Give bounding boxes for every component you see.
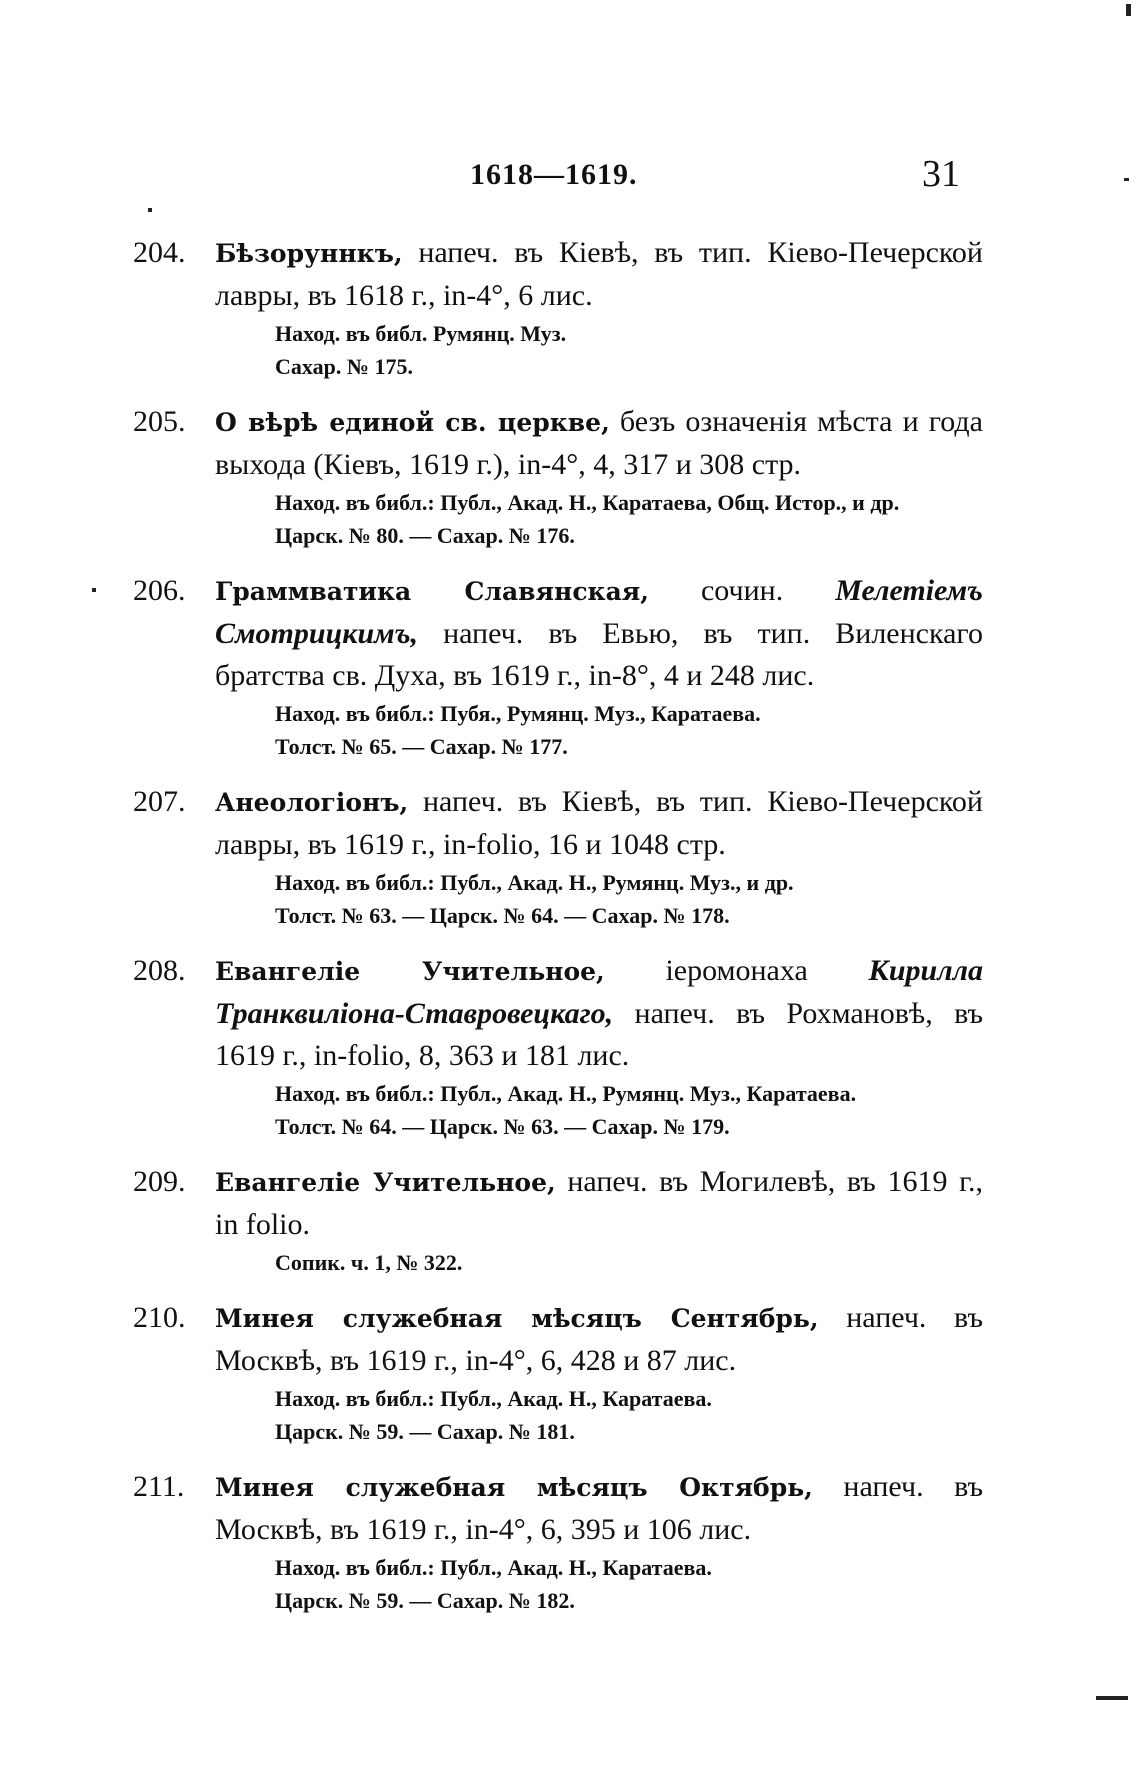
- entry-holdings: Наход. въ библ.: Публ., Акад. Н., Каратаева, Общ. Истор., и др.: [275, 490, 900, 515]
- entry-text: напеч. въ Могилевѣ, въ 1619 г., in folio.: [215, 1165, 983, 1241]
- running-title: 1618—1619.: [470, 158, 638, 191]
- entry-text: напеч. въ Евью, въ тип. Виленскаго братства св. Духа, въ 1619 г., in-8°, 4 и 248 лис.: [215, 617, 983, 692]
- entry-catalog-refs: Толст. № 64. — Царск. № 63. — Сахар. № 179.: [275, 1114, 730, 1139]
- page-number: 31: [922, 153, 960, 195]
- entry-text: іеромонаха: [604, 954, 869, 987]
- entry-author: Кирилла Транквиліона-Ставровецкаго,: [215, 954, 983, 1030]
- entry-210: [133, 1297, 983, 1448]
- entry-number: 207.: [133, 785, 186, 818]
- entry-number: 205.: [133, 405, 186, 438]
- entry-208: [133, 950, 983, 1143]
- entry-title: О вѣрѣ единой св. церкве,: [215, 408, 610, 437]
- entry-title: Бѣзоруннкъ,: [215, 239, 403, 268]
- scan-speck: [1096, 1696, 1128, 1700]
- entry-description: [215, 232, 983, 317]
- entry-text: безъ означенія мѣста и года выхода (Кіевъ, 1619 г.), in-4°, 4, 317 и 308 стр.: [215, 405, 983, 481]
- entry-description: [215, 1466, 983, 1551]
- entry-204: [133, 232, 983, 383]
- entry-catalog-refs: Царск. № 59. — Сахар. № 182.: [275, 1588, 575, 1613]
- entry-207: [133, 781, 983, 932]
- entry-description: [215, 781, 983, 866]
- entry-description: [215, 401, 983, 486]
- entry-number: 206.: [133, 574, 186, 607]
- entry-number: 210.: [133, 1301, 186, 1334]
- entry-title: Минея служебная мѣсяцъ Сентябрь,: [215, 1304, 819, 1333]
- entry-catalog-refs: Сопик. ч. 1, № 322.: [275, 1250, 463, 1275]
- entry-catalog-refs: Сахар. № 175.: [275, 354, 413, 379]
- entry-holdings: Наход. въ библ.: Публ., Акад. Н., Румянц. Муз., Каратаева.: [275, 1081, 857, 1106]
- entry-catalog-refs: Толст. № 65. — Сахар. № 177.: [275, 734, 568, 759]
- entry-title: Евангеліе Учительное,: [215, 957, 605, 986]
- entry-holdings: Наход. въ библ. Румянц. Муз.: [275, 321, 567, 346]
- entry-209: [133, 1161, 983, 1279]
- entry-206: [133, 570, 983, 763]
- entry-number: 209.: [133, 1165, 186, 1198]
- entry-holdings: Наход. въ библ.: Публ., Акад. Н., Румянц. Муз., и др.: [275, 870, 794, 895]
- entry-211: [133, 1466, 983, 1617]
- entry-holdings: Наход. въ библ.: Публ., Акад. Н., Каратаева.: [275, 1386, 712, 1411]
- entry-title: Анеологіонъ,: [215, 788, 409, 817]
- entry-text: сочин.: [648, 574, 836, 607]
- entry-holdings: Наход. въ библ.: Пубя., Румянц. Муз., Каратаева.: [275, 701, 761, 726]
- scan-speck: [1124, 178, 1129, 181]
- entry-description: [215, 1297, 983, 1382]
- entry-text: напеч. въ Кіевѣ, въ тип. Кіево-Печерской лавры, въ 1619 г., in-folio, 16 и 1048 стр.: [215, 785, 983, 861]
- entry-number: 211.: [133, 1470, 185, 1503]
- entry-text: напеч. въ Москвѣ, въ 1619 г., in-4°, 6, 428 и 87 лис.: [215, 1301, 983, 1377]
- entry-description: [215, 950, 983, 1077]
- entry-number: 208.: [133, 954, 186, 987]
- entry-catalog-refs: Царск. № 80. — Сахар. № 176.: [275, 523, 575, 548]
- entry-author: Мелетіемъ Смотрицкимъ,: [215, 574, 983, 650]
- entry-text: напеч. въ Москвѣ, въ 1619 г., in-4°, 6, 395 и 106 лис.: [215, 1470, 983, 1546]
- entry-description: [215, 1161, 983, 1246]
- page-header: [470, 152, 970, 202]
- entry-number: 204.: [133, 236, 186, 269]
- entry-catalog-refs: Царск. № 59. — Сахар. № 181.: [275, 1419, 575, 1444]
- entry-text: напеч. въ Кіевѣ, въ тип. Кіево-Печерской лавры, въ 1618 г., in-4°, 6 лис.: [215, 236, 983, 312]
- scan-speck: [92, 588, 96, 592]
- entry-title: Евангеліе Учительное,: [215, 1168, 556, 1197]
- bibliography-entries: [133, 232, 983, 1635]
- entry-description: [215, 570, 983, 697]
- entry-text: напеч. въ Рохмановѣ, въ 1619 г., in-folio, 8, 363 и 181 лис.: [215, 997, 983, 1072]
- entry-title: Минея служебная мѣсяцъ Октябрь,: [215, 1473, 813, 1502]
- entry-holdings: Наход. въ библ.: Публ., Акад. Н., Каратаева.: [275, 1555, 712, 1580]
- entry-catalog-refs: Толст. № 63. — Царск. № 64. — Сахар. № 178.: [275, 903, 730, 928]
- entry-205: [133, 401, 983, 552]
- scan-speck: [1126, 4, 1131, 16]
- scan-speck: [148, 208, 152, 212]
- entry-title: Граммватика Славянская,: [215, 577, 649, 606]
